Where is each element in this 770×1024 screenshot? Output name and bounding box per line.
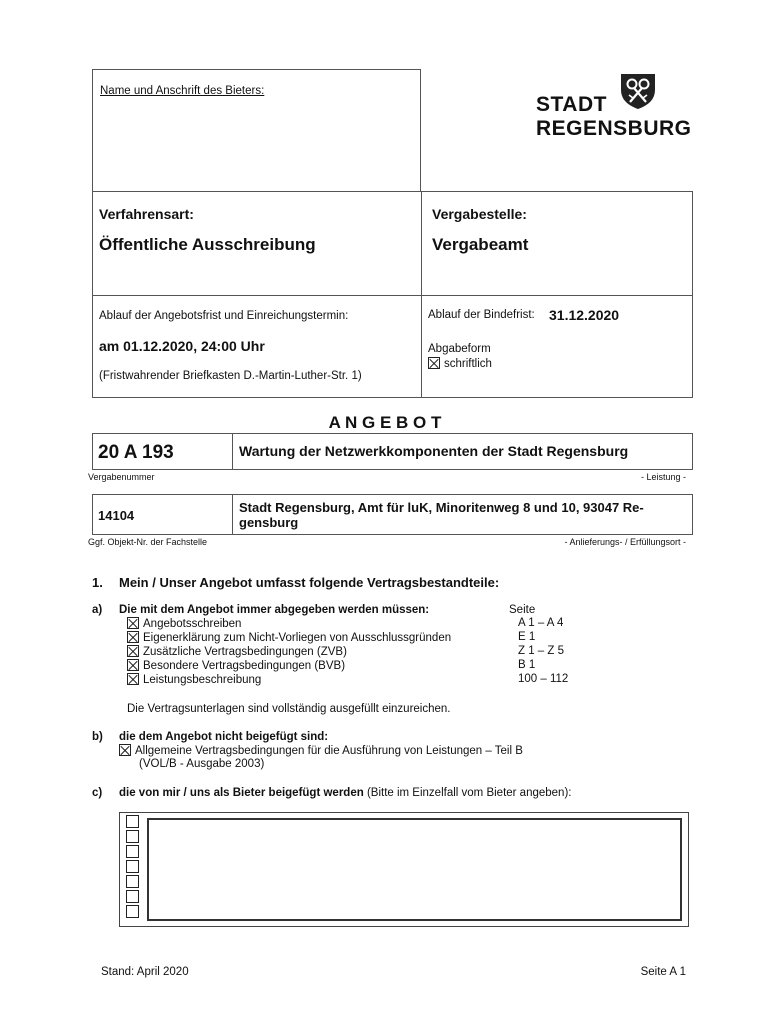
checkbox-empty-icon[interactable] [126,905,139,918]
object-number: 14104 [98,508,135,523]
checkbox-checked-icon[interactable] [127,631,139,643]
checkbox-checked-icon[interactable] [127,617,139,629]
document-title: A N G E B O T [328,413,442,432]
binding-label: Ablauf der Bindefrist: [428,309,535,321]
deadline-note: (Fristwahrender Briefkasten D.-Martin-Luther-Str. 1) [99,370,362,382]
checkbox-empty-icon[interactable] [126,830,139,843]
part-a-letter: a) [92,604,103,616]
list-item [127,631,451,644]
checkbox-column [126,815,142,920]
bidder-box [92,69,421,192]
location-caption: - Anlieferungs- / Erfüllungsort - [564,537,686,547]
deadline-divider [421,295,422,398]
item-page: E 1 [518,631,536,643]
checkbox-checked-icon[interactable] [127,645,139,657]
checkbox-empty-icon[interactable] [126,860,139,873]
procedure-value: Öffentliche Ausschreibung [99,235,316,254]
checkbox-checked-icon[interactable] [119,744,131,756]
part-c-hint: (Bitte im Einzelfall vom Bieter angeben): [363,787,572,799]
logo-line-2: REGENSBURG [536,117,692,140]
part-c-heading [119,787,571,799]
list-item [127,673,261,686]
part-c-letter: c) [92,787,103,799]
part-a-note: Die Vertragsunterlagen sind vollständig ausgefüllt einzureichen. [127,703,451,715]
item-page: B 1 [518,659,536,671]
checkbox-empty-icon[interactable] [126,845,139,858]
attachments-text-area[interactable] [147,818,682,921]
part-a-title: Die mit dem Angebot immer abgegeben werden müssen: [119,604,430,616]
part-b-letter: b) [92,731,103,743]
checkbox-empty-icon[interactable] [126,890,139,903]
checkbox-empty-icon[interactable] [126,815,139,828]
item-label: Angebotsschreiben [143,618,242,630]
item-label: Leistungsbeschreibung [143,674,262,686]
item-label-continued: (VOL/B - Ausgabe 2003) [139,758,265,770]
item-label: Eigenerklärung zum Nicht-Vorliegen von Ausschlussgründen [143,632,452,644]
logo-line-1: STADT [536,93,607,116]
city-logo [536,70,696,142]
procedure-label: Verfahrensart: [99,206,194,222]
item-label: Besondere Vertragsbedingungen (BVB) [143,660,346,672]
submission-form-option[interactable] [428,357,492,370]
object-number-caption: Ggf. Objekt-Nr. der Fachstelle [88,537,208,547]
bidder-label: Name und Anschrift des Bieters: [100,85,265,97]
service-name: Wartung der Netzwerkkomponenten der Stadt Regensburg [239,443,629,459]
award-number: 20 A 193 [98,442,174,463]
submission-form-label: Abgabeform [428,343,491,355]
procedure-divider [421,191,422,296]
award-number-caption: Vergabenummer [88,472,155,482]
award-divider [232,433,233,470]
coat-of-arms-icon [617,70,659,110]
section-1-number: 1. [92,575,103,590]
footer-page: Seite A 1 [640,966,686,978]
footer-date: Stand: April 2020 [101,966,189,978]
list-item [127,659,345,672]
checkbox-checked-icon[interactable] [127,659,139,671]
item-label: Zusätzliche Vertragsbedingungen (ZVB) [143,646,347,658]
service-caption: - Leistung - [640,472,686,482]
binding-value: 31.12.2020 [549,307,620,323]
object-divider [232,494,233,535]
part-b-title: die dem Angebot nicht beigefügt sind: [119,731,329,743]
part-c-title: die von mir / uns als Bieter beigefügt werden [119,787,364,799]
checkbox-empty-icon[interactable] [126,875,139,888]
item-label: Allgemeine Vertragsbedingungen für die Ausführung von Leistungen – Teil B [135,745,523,757]
location-line-2: gensburg [239,515,299,530]
section-1-title: Mein / Unser Angebot umfasst folgende Vertragsbestandteile: [119,575,500,590]
list-item [119,744,523,757]
checkbox-checked-icon[interactable] [127,673,139,685]
authority-label: Vergabestelle: [432,206,527,222]
list-item [127,617,241,630]
location-line-1: Stadt Regensburg, Amt für luK, Minoritenweg 8 und 10, 93047 Re- [239,500,644,515]
page-column-header: Seite [509,604,536,616]
deadline-value: am 01.12.2020, 24:00 Uhr [99,338,265,354]
deadline-label: Ablauf der Angebotsfrist und Einreichungstermin: [99,310,349,322]
item-page: Z 1 – Z 5 [518,645,565,657]
item-page: A 1 – A 4 [518,617,564,629]
checkbox-checked-icon[interactable] [428,357,440,369]
authority-value: Vergabeamt [432,235,529,254]
item-page: 100 – 112 [518,673,569,685]
submission-form-option-label: schriftlich [444,358,492,370]
list-item [127,645,347,658]
